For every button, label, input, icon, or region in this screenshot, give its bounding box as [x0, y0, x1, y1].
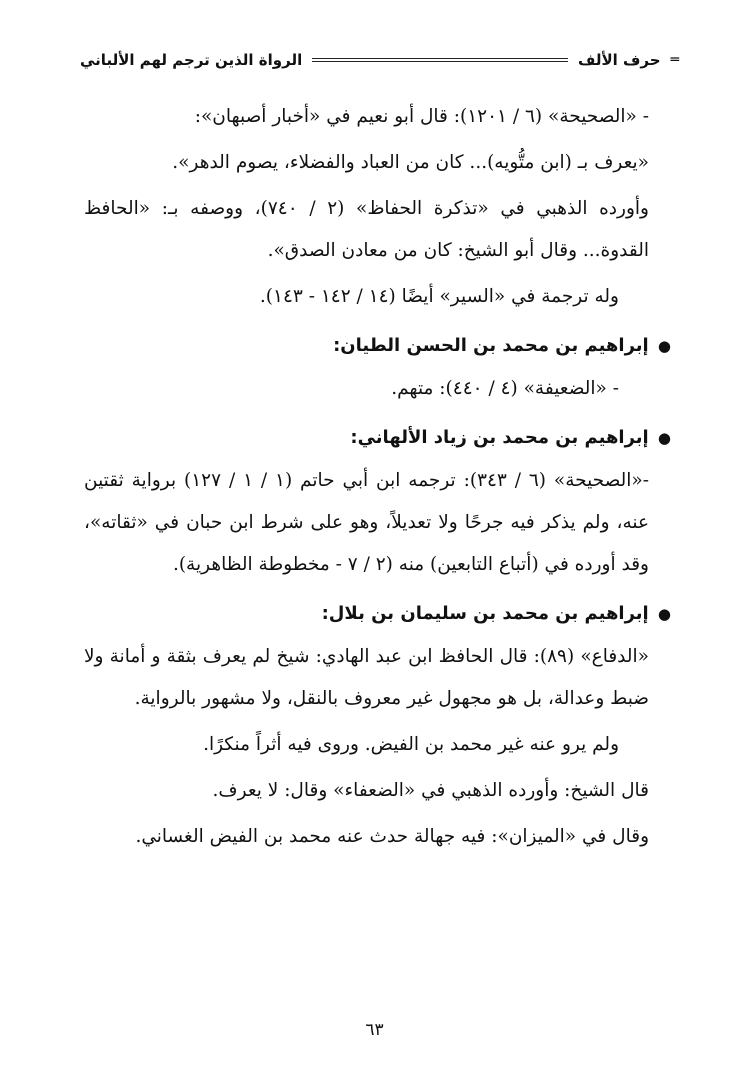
entry-heading-1-text: إبراهيم بن محمد بن الحسن الطيان: [333, 335, 649, 356]
bullet-icon: ● [657, 337, 671, 355]
header-rule [312, 58, 568, 62]
entry-heading-1 [84, 328, 671, 364]
paragraph-4: وله ترجمة في «السير» أيضًا (١٤ / ١٤٢ - ١٤٣). [259, 286, 619, 307]
entry-heading-3 [84, 596, 671, 632]
running-header [80, 42, 677, 78]
paragraph-9: قال الشيخ: وأورده الذهبي في «الضعفاء» وقال: لا يعرف. [212, 780, 649, 801]
paragraph-3: وأورده الذهبي في «تذكرة الحفاظ» (٢ / ٧٤٠)، ووصفه بـ: «الحافظ القدوة... وقال أبو الشيخ: كان من معادن الصدق». [84, 198, 649, 261]
paragraph-8: ولم يرو عنه غير محمد بن الفيض. وروى فيه أثراً منكرًا. [203, 734, 619, 755]
chapter-title: حرف الألف [577, 51, 661, 69]
paragraph-1: - «الصحيحة» (٦ / ١٢٠١): قال أبو نعيم في «أخبار أصبهان»: [194, 106, 649, 127]
bullet-icon: ● [657, 605, 671, 623]
entry-heading-3-text: إبراهيم بن محمد بن سليمان بن بلال: [321, 603, 649, 624]
page-number: ٦٣ [365, 1020, 384, 1040]
paragraph-2: «يعرف بـ (ابن متُّويه)... كان من العباد والفضلاء، يصوم الدهر». [172, 152, 649, 173]
paragraph-6: -«الصحيحة» (٦ / ٣٤٣): ترجمه ابن أبي حاتم (١ / ١ / ١٢٧) برواية ثقتين عنه، ولم يذكر فيه جرحًا ولا تعديلاً، وهو على شرط ابن حبان في «ثقاته»، وقد أورده في (أتباع التابعين) منه (٢ / ٧ - مخطوطة الظاهرية). [84, 470, 649, 575]
book-title: الرواة الذين ترجم لهم الألباني [80, 51, 303, 69]
bullet-icon: ● [657, 429, 671, 447]
paragraph-10: وقال في «الميزان»: فيه جهالة حدث عنه محمد بن الفيض الغساني. [135, 826, 649, 847]
paragraph-7: «الدفاع» (٨٩): قال الحافظ ابن عبد الهادي: شيخ لم يعرف بثقة و أمانة ولا ضبط وعدالة، بل هو مجهول غير معروف بالنقل، ولا مشهور بالرواية. [84, 646, 649, 709]
entry-heading-2 [84, 420, 671, 456]
entry-heading-2-text: إبراهيم بن محمد بن زياد الألهاني: [350, 427, 649, 448]
page-body [84, 96, 671, 862]
paragraph-5: - «الضعيفة» (٤ / ٤٤٠): متهم. [391, 378, 619, 399]
header-marks-left: ═ [670, 52, 677, 68]
